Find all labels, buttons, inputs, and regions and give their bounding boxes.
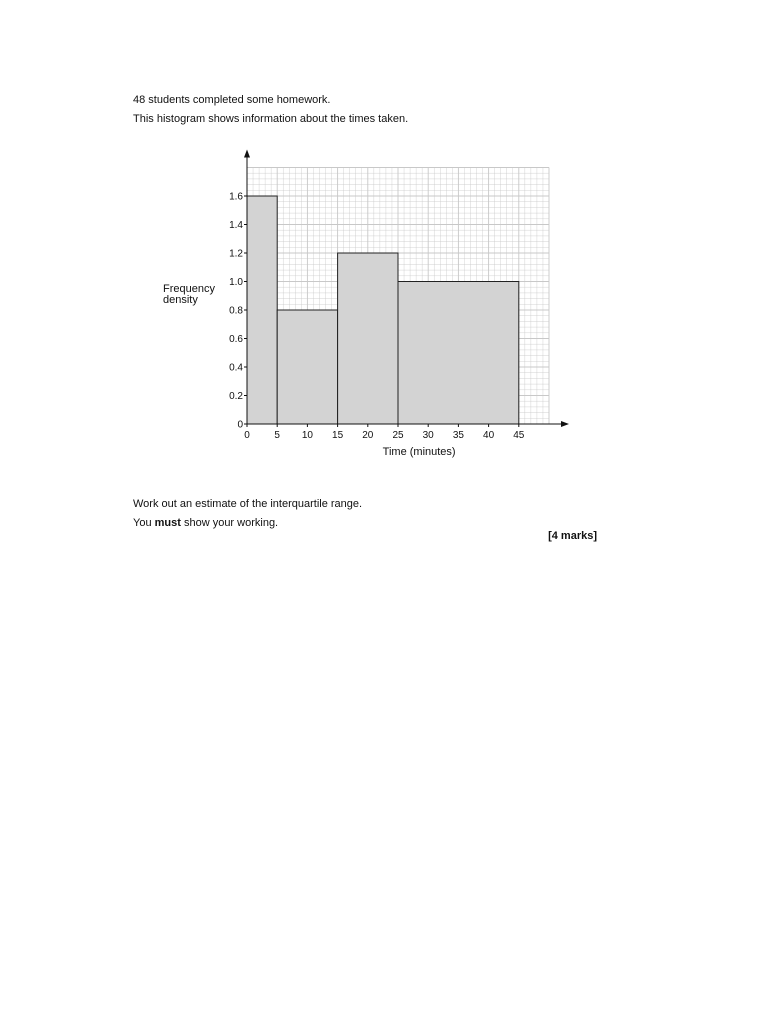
histogram-chart: [150, 145, 580, 465]
y-tick-label: 0.8: [229, 305, 243, 317]
x-axis-title: Time (minutes): [382, 446, 456, 458]
x-tick-label: 20: [362, 430, 374, 441]
y-tick-label: 0.6: [229, 334, 243, 345]
y-tick-label: 1.4: [229, 220, 243, 231]
intro-line-1: 48 students completed some homework.: [133, 94, 331, 106]
x-tick-label: 40: [483, 430, 495, 441]
histogram-bar: [247, 196, 277, 424]
y-tick-label: 0.4: [229, 362, 243, 374]
y-tick-label: 0: [237, 419, 243, 431]
y-tick-label: 1.6: [229, 191, 243, 203]
histogram-bar: [277, 310, 337, 424]
task-line-2: [133, 516, 278, 530]
x-tick-label: 15: [332, 430, 344, 441]
x-tick-label: 25: [392, 430, 404, 441]
x-tick-label: 5: [274, 430, 280, 441]
y-axis-title-line-1: Frequency: [163, 283, 215, 295]
x-axis-arrow-icon: [561, 421, 569, 427]
task-line-2-pre: You: [133, 517, 155, 529]
task-line-2-bold: must: [154, 517, 181, 529]
marks-label: [4 marks]: [548, 530, 597, 542]
y-tick-label: 1.2: [229, 248, 243, 260]
task-line-1: Work out an estimate of the interquartile range.: [133, 498, 363, 510]
y-axis-title-line-2: density: [163, 294, 198, 306]
x-tick-label: 10: [301, 430, 313, 441]
histogram-bar: [398, 282, 519, 425]
x-tick-label: 0: [244, 430, 250, 441]
y-tick-label: 0.2: [229, 391, 243, 402]
histogram-bar: [338, 253, 398, 424]
task-line-2-post: show your working.: [180, 517, 279, 529]
intro-line-2: This histogram shows information about the times taken.: [133, 113, 409, 125]
y-axis-arrow-icon: [244, 150, 250, 158]
x-tick-label: 30: [422, 430, 434, 441]
y-tick-label: 1.0: [229, 277, 243, 288]
x-tick-label: 45: [513, 430, 525, 441]
x-tick-label: 35: [452, 430, 464, 441]
